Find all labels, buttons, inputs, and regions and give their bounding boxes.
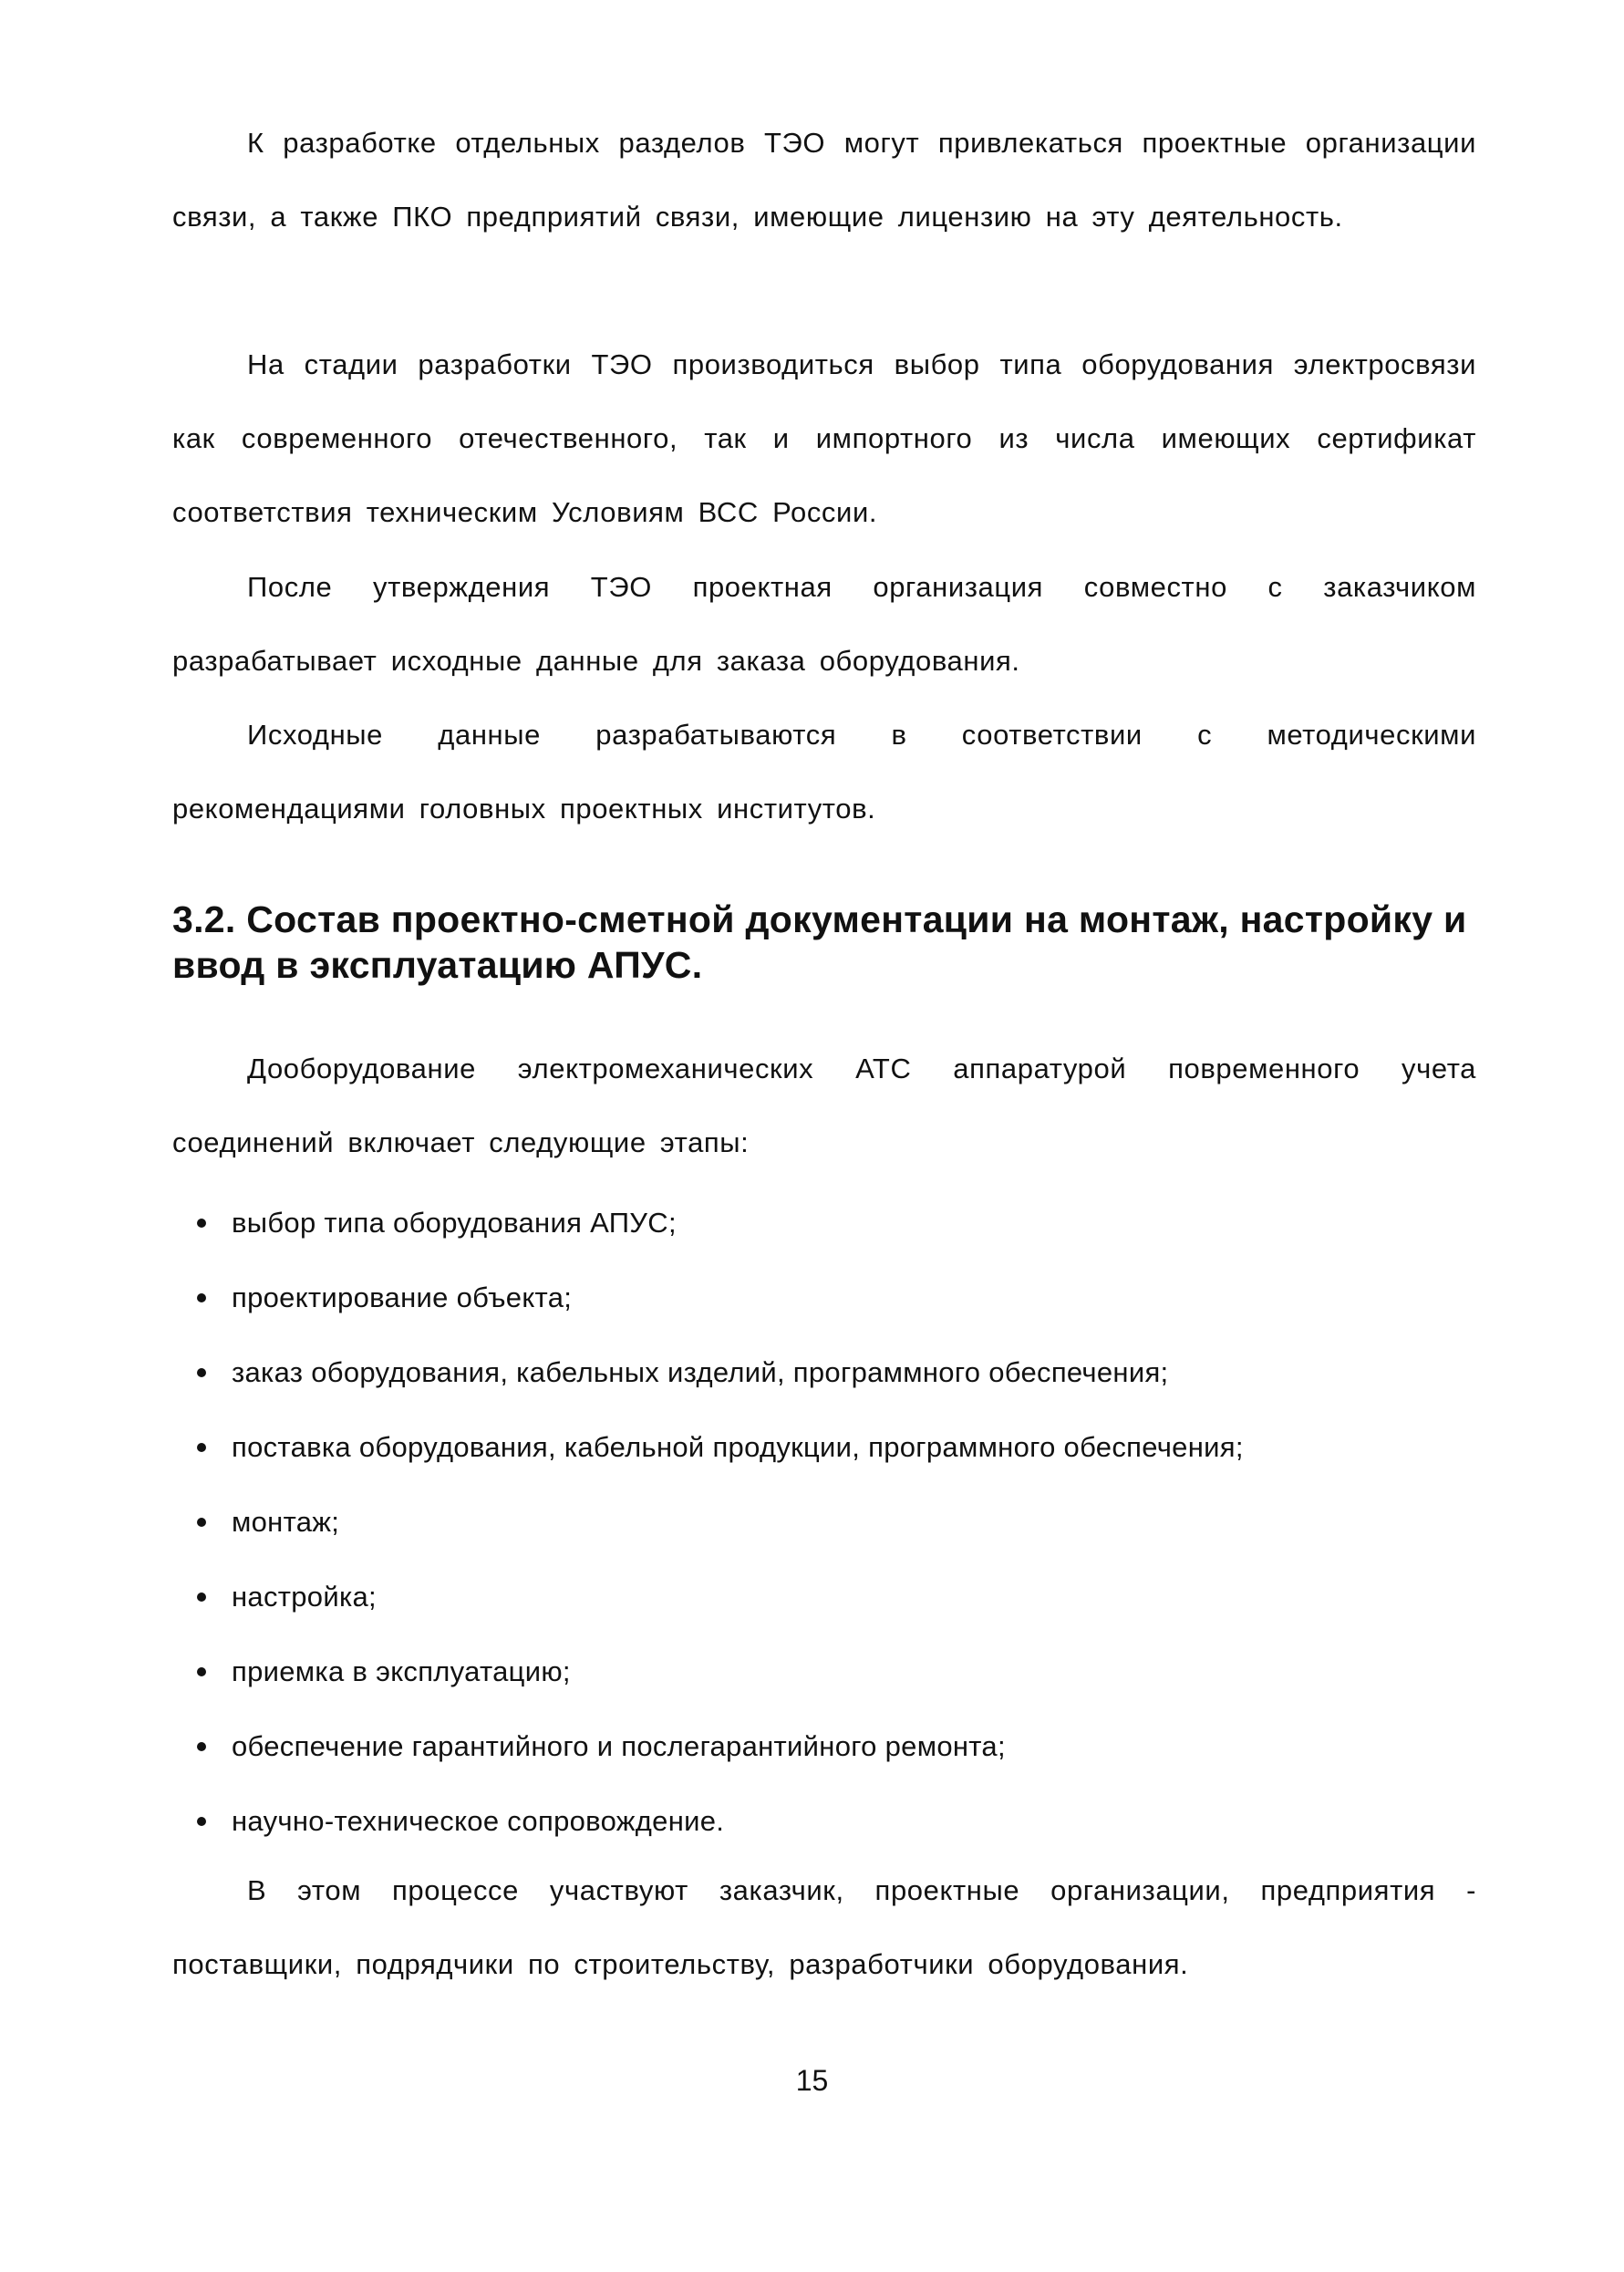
paragraph-text: Дооборудование электромеханических АТС аппаратурой повременного учета соединений включает следующие этапы: (172, 1053, 1476, 1158)
paragraph-text: На стадии разработки ТЭО производиться выбор типа оборудования электросвязи как современного отечественного, так и импортного из числа имеющих сертификат соответствия техническим Условиям ВСС России. (172, 348, 1476, 528)
list-item-text: научно-техническое сопровождение. (232, 1805, 725, 1837)
paragraph-text: После утверждения ТЭО проектная организация совместно с заказчиком разрабатывает исходные данные для заказа оборудования. (172, 571, 1476, 677)
bullet-icon (197, 1443, 206, 1452)
bullet-icon (197, 1742, 206, 1751)
paragraph-participants (172, 1853, 1476, 2001)
list-item-text: приемка в эксплуатацию; (232, 1655, 571, 1687)
bullet-icon (197, 1667, 206, 1676)
list-item-text: монтаж; (232, 1506, 340, 1538)
paragraph-text: Исходные данные разрабатываются в соответствии с методическими рекомендациями головных проектных институтов. (172, 719, 1476, 825)
paragraph-initial-data (172, 550, 1476, 698)
page-number: 15 (795, 2064, 829, 2097)
paragraph-text: В этом процессе участвуют заказчик, проектные организации, предприятия - поставщики, подрядчики по строительству, разработчики оборудования. (172, 1874, 1476, 1980)
list-item-text: выбор типа оборудования АПУС; (232, 1207, 677, 1239)
bullet-icon (197, 1518, 206, 1527)
list-item (191, 1335, 1468, 1410)
list-item (191, 1709, 1468, 1784)
list-item-text: заказ оборудования, кабельных изделий, программного обеспечения; (232, 1356, 1169, 1388)
bullet-icon (197, 1592, 206, 1602)
paragraph-design-organizations (172, 106, 1476, 254)
section-heading: 3.2. Состав проектно-сметной документации на монтаж, настройку и ввод в эксплуатацию АПУС. (172, 898, 1467, 986)
list-item-text: поставка оборудования, кабельной продукции, программного обеспечения; (232, 1431, 1244, 1463)
list-item (191, 1186, 1468, 1260)
paragraph-methodical-recommendations (172, 698, 1476, 846)
paragraph-intro-stages (172, 1032, 1476, 1179)
bullet-icon (197, 1368, 206, 1377)
bullet-icon (197, 1219, 206, 1228)
list-item (191, 1784, 1468, 1859)
list-item (191, 1560, 1468, 1634)
list-item (191, 1410, 1468, 1485)
list-item-text: обеспечение гарантийного и послегарантийного ремонта; (232, 1730, 1006, 1762)
stages-list (191, 1186, 1468, 1859)
bullet-icon (197, 1293, 206, 1302)
list-item (191, 1634, 1468, 1709)
list-item (191, 1260, 1468, 1335)
paragraph-text: К разработке отдельных разделов ТЭО могут привлекаться проектные организации связи, а также ПКО предприятий связи, имеющие лицензию на эту деятельность. (172, 127, 1476, 233)
bullet-icon (197, 1817, 206, 1826)
list-item-text: настройка; (232, 1581, 377, 1613)
paragraph-equipment-selection (172, 327, 1476, 549)
list-item (191, 1485, 1468, 1560)
list-item-text: проектирование объекта; (232, 1281, 573, 1313)
